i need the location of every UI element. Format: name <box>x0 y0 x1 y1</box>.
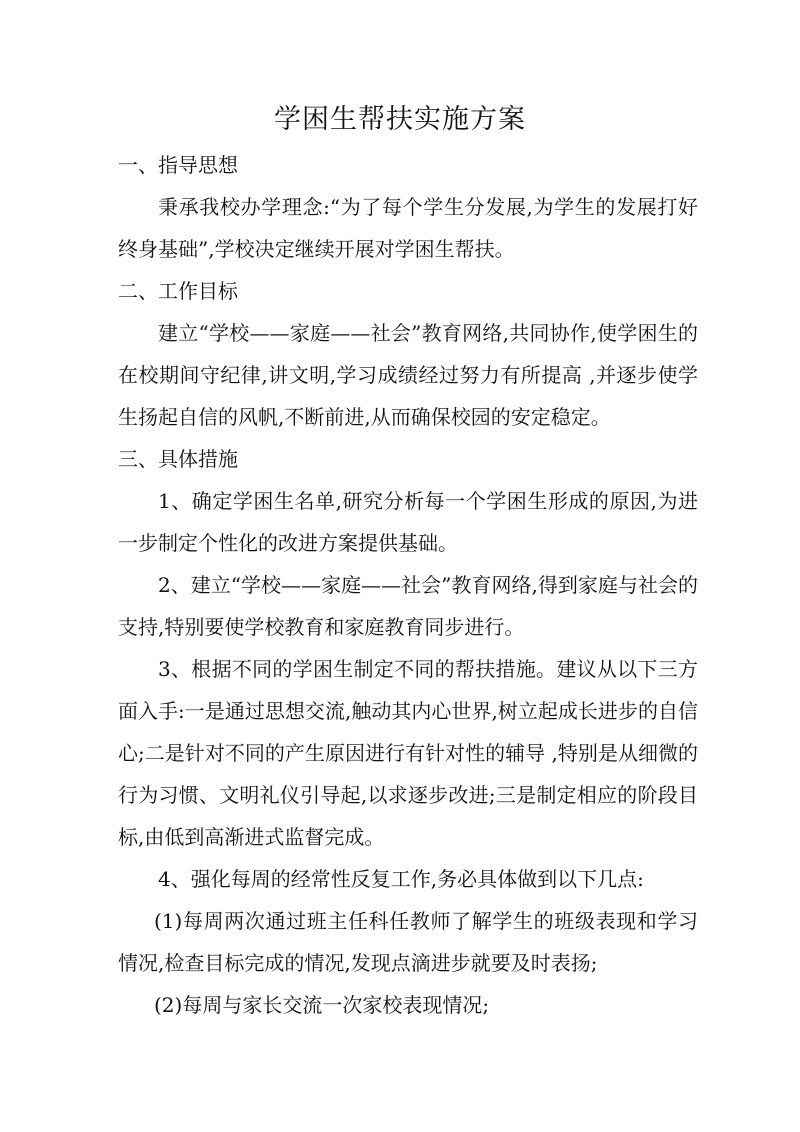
list-item-weekly-check: (1)每周两次通过班主任科任教师了解学生的班级表现和学习情况,检查目标完成的情况,发现点滴进步就要及时表扬; <box>118 909 698 975</box>
paragraph-measure-2: 2、建立“学校——家庭——社会”教育网络,得到家庭与社会的支持,特别要使学校教育和家庭教育同步进行。 <box>118 573 698 639</box>
section-heading-guiding-ideology: 一、指导思想 <box>118 153 238 177</box>
paragraph-measure-1: 1、确定学困生名单,研究分析每一个学困生形成的原因,为进一步制定个性化的改进方案提供基础。 <box>118 489 698 555</box>
section-heading-specific-measures: 三、具体措施 <box>118 447 238 471</box>
document-body <box>118 144 698 1026</box>
paragraph-measure-4: 4、强化每周的经常性反复工作,务必具体做到以下几点: <box>158 867 644 891</box>
list-item-parent-communication: (2)每周与家长交流一次家校表现情况; <box>154 993 490 1017</box>
paragraph-guiding-ideology: 秉承我校办学理念:“为了每个学生分发展,为学生的发展打好终身基础”,学校决定继续开展对学困生帮扶。 <box>118 195 698 261</box>
paragraph-work-goals: 建立“学校——家庭——社会”教育网络,共同协作,使学困生的在校期间守纪律,讲文明,学习成绩经过努力有所提高 ,并逐步使学生扬起自信的风帆,不断前进,从而确保校园的安定稳定。 <box>118 321 698 429</box>
paragraph-measure-3: 3、根据不同的学困生制定不同的帮扶措施。建议从以下三方面入手:一是通过思想交流,触动其内心世界,树立起成长进步的自信心;二是针对不同的产生原因进行有针对性的辅导 ,特别是从细微的行为习惯、文明礼仪引导起,以求逐步改进;三是制定相应的阶段目标,由低到高渐进式监督完成。 <box>118 657 698 849</box>
section-heading-work-goals: 二、工作目标 <box>118 279 238 303</box>
page-title: 学困生帮扶实施方案 <box>274 104 526 135</box>
